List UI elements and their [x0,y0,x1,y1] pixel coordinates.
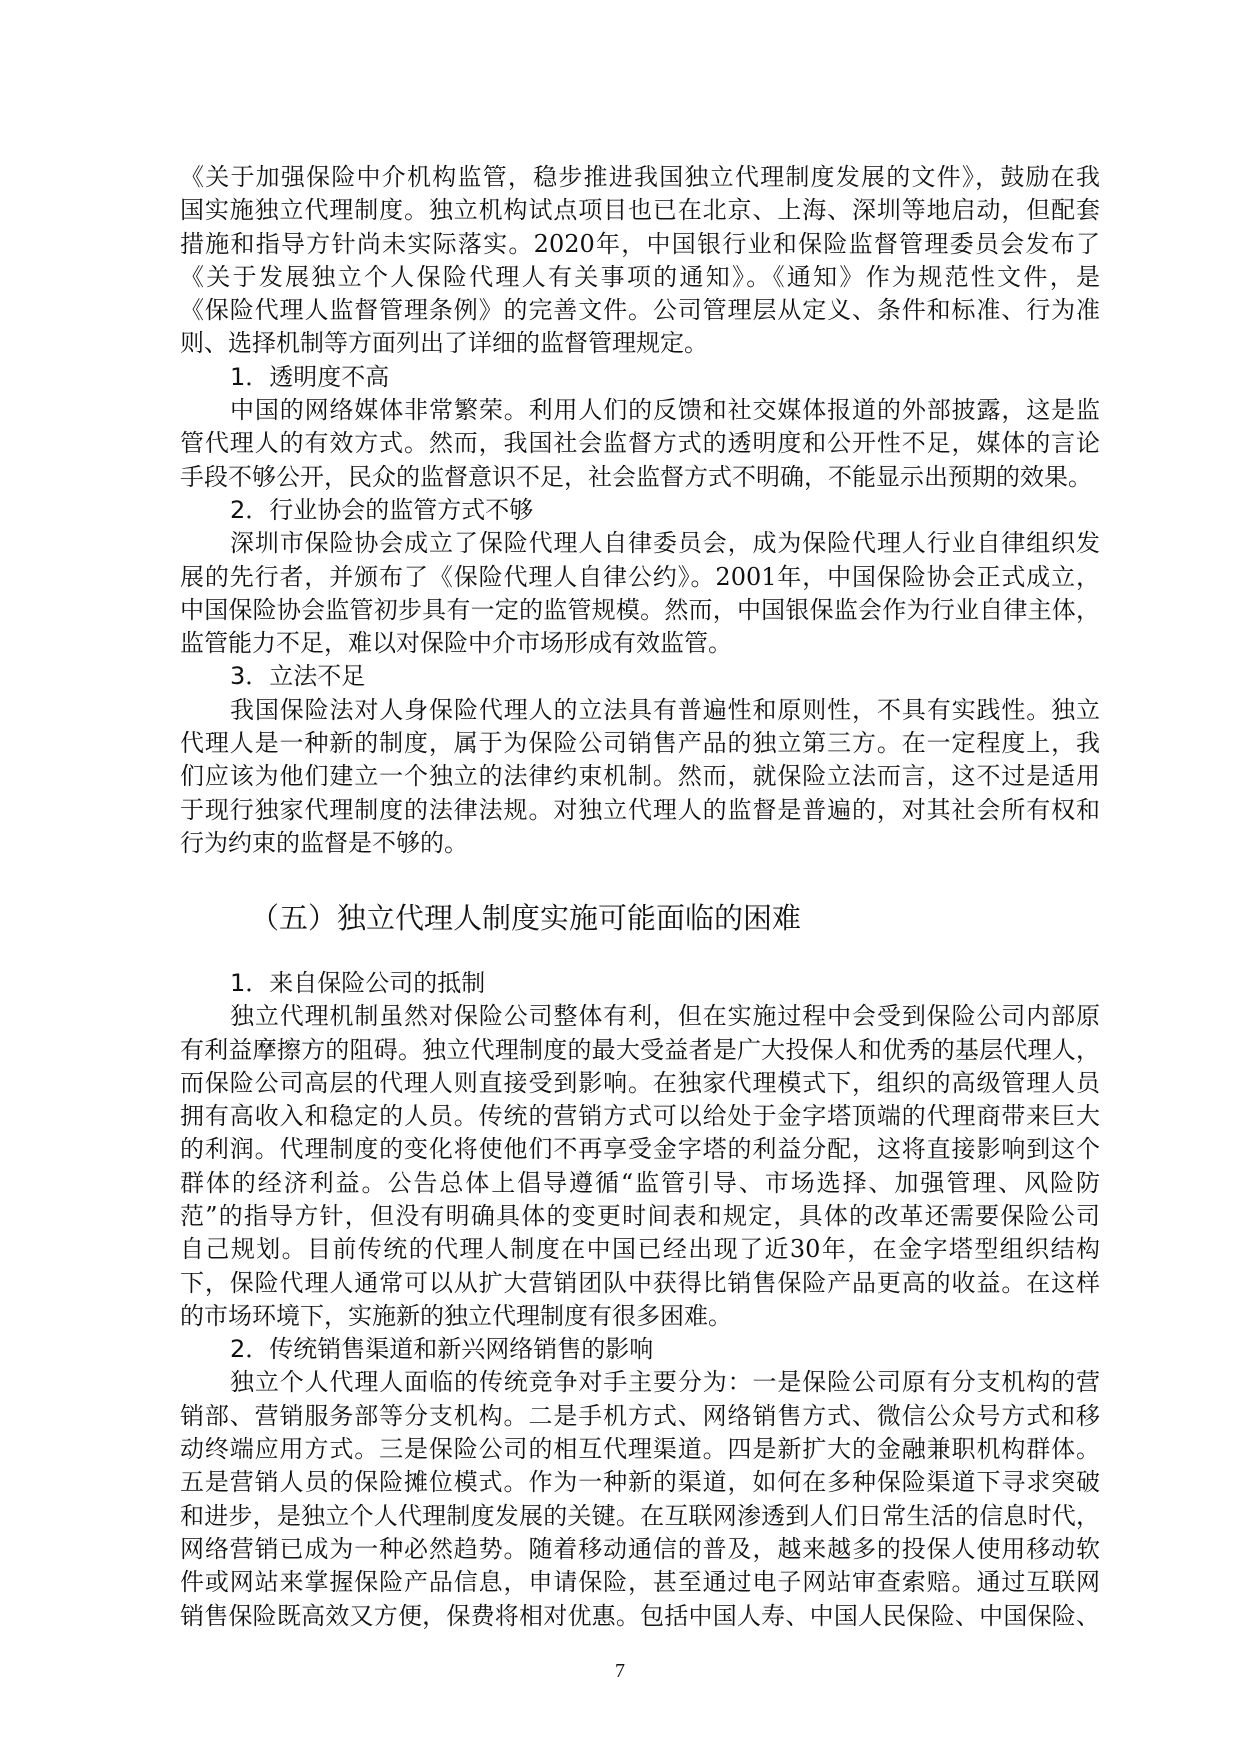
paragraph [180,394,1100,494]
paragraph-line: 销部、营销服务部等分支机构。二是手机方式、网络销售方式、微信公众号方式和移 [180,1401,1100,1430]
paragraph-line: 管代理人的有效方式。然而，我国社会监督方式的透明度和公开性不足，媒体的言论 [180,429,1100,458]
paragraph-line: 和进步，是独立个人代理制度发展的关键。在互联网渗透到人们日常生活的信息时代， [180,1501,1100,1530]
paragraph-line: 《关于发展独立个人保险代理人有关事项的通知》。《通知》作为规范性文件，是 [180,262,1100,291]
subsection-heading: 2．传统销售渠道和新兴网络销售的影响 [230,1335,654,1364]
paragraph-line: 措施和指导方针尚未实际落实。2020年，中国银行业和保险监督管理委员会发布了 [180,229,1100,258]
paragraph-line: 监管能力不足，难以对保险中介市场形成有效监管。 [180,629,732,658]
paragraph-line: 网络营销已成为一种必然趋势。随着移动通信的普及，越来越多的投保人使用移动软 [180,1534,1100,1563]
paragraph-line: 件或网站来掌握保险产品信息，申请保险，甚至通过电子网站审查索赔。通过互联网 [180,1568,1100,1597]
paragraph-line: 五是营销人员的保险摊位模式。作为一种新的渠道，如何在多种保险渠道下寻求突破 [180,1468,1100,1497]
paragraph-line: 我国保险法对人身保险代理人的立法具有普遍性和原则性，不具有实践性。独立 [230,695,1100,724]
subsection-heading: 1．来自保险公司的抵制 [230,968,486,997]
paragraph-line: 独立个人代理人面临的传统竞争对手主要分为：一是保险公司原有分支机构的营 [230,1368,1100,1397]
subsection-heading: 2．行业协会的监管方式不够 [230,495,534,524]
paragraph-line: 展的先行者，并颁布了《保险代理人自律公约》。2001年，中国保险协会正式成立， [180,562,1100,591]
paragraph-line: 下，保险代理人通常可以从扩大营销团队中获得比销售保险产品更高的收益。在这样 [180,1268,1100,1297]
paragraph-line: 国实施独立代理制度。独立机构试点项目也已在北京、上海、深圳等地启动，但配套 [180,196,1100,225]
page-number: 7 [615,1660,625,1682]
paragraph-line: 动终端应用方式。三是保险公司的相互代理渠道。四是新扩大的金融兼职机构群体。 [180,1435,1100,1464]
paragraph-line: 销售保险既高效又方便，保费将相对优惠。包括中国人寿、中国人民保险、中国保险、 [180,1601,1100,1630]
paragraph-line: 中国的网络媒体非常繁荣。利用人们的反馈和社交媒体报道的外部披露，这是监 [230,396,1100,425]
paragraph-line: 的利润。代理制度的变化将使他们不再享受金字塔的利益分配，这将直接影响到这个 [180,1135,1100,1164]
paragraph [180,161,1100,361]
paragraph-line: 深圳市保险协会成立了保险代理人自律委员会，成为保险代理人行业自律组织发 [230,529,1100,558]
subsection-heading: 3．立法不足 [230,662,366,691]
paragraph [180,1000,1100,1333]
paragraph-line: 《关于加强保险中介机构监管，稳步推进我国独立代理制度发展的文件》，鼓励在我 [180,163,1100,191]
paragraph-line: 代理人是一种新的制度，属于为保险公司销售产品的独立第三方。在一定程度上，我 [180,729,1100,758]
paragraph-line: 中国保险协会监管初步具有一定的监管规模。然而，中国银保监会作为行业自律主体， [180,595,1100,624]
paragraph-line: 范”的指导方针，但没有明确具体的变更时间表和规定，具体的改革还需要保险公司 [180,1202,1100,1230]
paragraph-line: 群体的经济利益。公告总体上倡导遵循“监管引导、市场选择、加强管理、风险防 [180,1168,1100,1197]
paragraph-line: 行为约束的监督是不够的。 [180,828,468,857]
paragraph-line: 的市场环境下，实施新的独立代理制度有很多困难。 [180,1301,732,1330]
paragraph-line: 而保险公司高层的代理人则直接受到影响。在独家代理模式下，组织的高级管理人员 [180,1068,1100,1097]
paragraph [180,694,1100,860]
paragraph-line: 拥有高收入和稳定的人员。传统的营销方式可以给处于金字塔顶端的代理商带来巨大 [180,1102,1100,1131]
document-body [180,161,1100,1633]
paragraph-line: 《保险代理人监督管理条例》的完善文件。公司管理层从定义、条件和标准、行为准 [180,296,1100,325]
paragraph-line: 有利益摩擦方的阻碍。独立代理制度的最大受益者是广大投保人和优秀的基层代理人， [180,1035,1100,1064]
paragraph-line: 则、选择机制等方面列出了详细的监督管理规定。 [180,329,708,358]
paragraph [180,1366,1100,1632]
paragraph-line: 自己规划。目前传统的代理人制度在中国已经出现了近30年，在金字塔型组织结构 [180,1235,1100,1264]
section-heading: （五）独立代理人制度实施可能面临的困难 [250,901,802,936]
paragraph-line: 独立代理机制虽然对保险公司整体有利，但在实施过程中会受到保险公司内部原 [230,1002,1100,1031]
paragraph-line: 们应该为他们建立一个独立的法律约束机制。然而，就保险立法而言，这不过是适用 [180,762,1100,791]
paragraph [180,527,1100,660]
paragraph-line: 手段不够公开，民众的监督意识不足，社会监督方式不明确，不能显示出预期的效果。 [180,462,1092,491]
subsection-heading: 1．透明度不高 [230,362,390,391]
paragraph-line: 于现行独家代理制度的法律法规。对独立代理人的监督是普遍的，对其社会所有权和 [180,795,1100,824]
